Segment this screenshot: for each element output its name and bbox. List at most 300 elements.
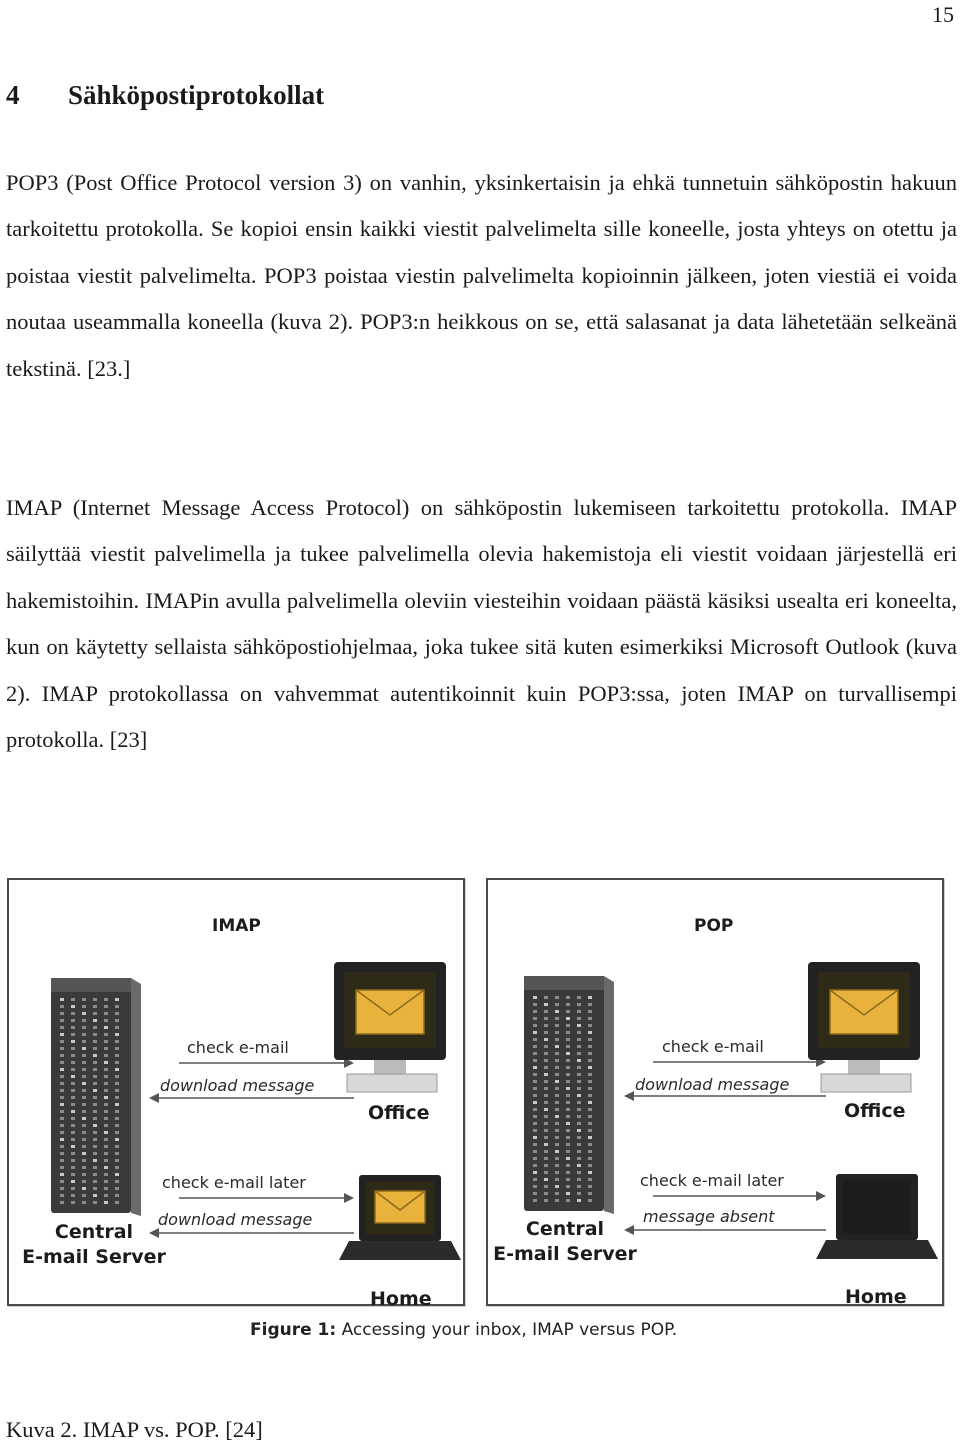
server-light	[82, 1180, 86, 1183]
arrow-download-home	[149, 1228, 354, 1238]
server-light	[577, 1059, 581, 1062]
server-light	[71, 1166, 75, 1169]
server-light	[555, 1157, 559, 1160]
server-light	[115, 1201, 119, 1204]
server-light	[566, 1136, 570, 1139]
server-light	[71, 1061, 75, 1064]
server-light	[60, 1019, 64, 1022]
server-light	[577, 1157, 581, 1160]
server-light	[544, 1066, 548, 1069]
imap-office-name: Office	[368, 1102, 430, 1124]
server-light	[544, 1150, 548, 1153]
server-light	[60, 1026, 64, 1029]
server-light	[588, 1178, 592, 1181]
server-light	[71, 1054, 75, 1057]
imap-home-label-1: check e-mail later	[162, 1173, 306, 1192]
imap-office-label-1: check e-mail	[187, 1038, 289, 1057]
server-light	[533, 1101, 537, 1104]
server-light	[533, 1087, 537, 1090]
server-light	[588, 1199, 592, 1202]
server-light	[588, 1108, 592, 1111]
server-light	[533, 1150, 537, 1153]
server-light	[82, 1138, 86, 1141]
imap-server-label-2: E-mail Server	[22, 1246, 166, 1268]
server-light	[588, 1010, 592, 1013]
server-light	[577, 1171, 581, 1174]
server-light	[82, 1005, 86, 1008]
server-icon	[524, 976, 614, 1214]
imap-server-label-1: Central	[54, 1221, 134, 1243]
server-light	[566, 1024, 570, 1027]
server-light	[82, 1068, 86, 1071]
server-light	[566, 1171, 570, 1174]
server-light	[93, 1110, 97, 1113]
server-light	[115, 1082, 119, 1085]
server-light	[588, 1185, 592, 1188]
server-light	[104, 1103, 108, 1106]
server-light	[544, 1199, 548, 1202]
server-light	[544, 1073, 548, 1076]
server-light	[60, 1138, 64, 1141]
server-light	[104, 1145, 108, 1148]
server-light	[555, 1101, 559, 1104]
arrow-check-email-office	[179, 1058, 354, 1068]
server-light	[93, 1054, 97, 1057]
figure-caption	[250, 1320, 677, 1340]
server-light	[533, 1066, 537, 1069]
server-light	[93, 1173, 97, 1176]
server-light	[566, 1108, 570, 1111]
imap-panel	[7, 878, 465, 1310]
server-light	[555, 1031, 559, 1034]
server-light	[566, 1143, 570, 1146]
server-light	[104, 1068, 108, 1071]
server-light	[71, 1152, 75, 1155]
server-light	[60, 1145, 64, 1148]
server-light	[544, 1003, 548, 1006]
server-light	[533, 1164, 537, 1167]
server-light	[577, 1199, 581, 1202]
server-light	[577, 1143, 581, 1146]
server-light	[71, 1033, 75, 1036]
server-light	[555, 1108, 559, 1111]
section-number: 4	[6, 80, 20, 110]
server-light	[104, 1082, 108, 1085]
server-light	[555, 1178, 559, 1181]
server-light	[577, 1010, 581, 1013]
section-title: Sähköpostiprotokollat	[68, 80, 325, 110]
server-light	[566, 1017, 570, 1020]
server-light	[533, 1108, 537, 1111]
server-light	[533, 996, 537, 999]
server-light	[533, 1073, 537, 1076]
server-light	[93, 1145, 97, 1148]
server-light	[104, 1040, 108, 1043]
server-light	[577, 1094, 581, 1097]
server-light	[533, 1178, 537, 1181]
server-light	[104, 1152, 108, 1155]
server-light	[104, 1194, 108, 1197]
server-light	[60, 1040, 64, 1043]
server-light	[71, 1110, 75, 1113]
section-heading	[6, 78, 324, 112]
server-light	[566, 1192, 570, 1195]
server-light	[115, 1159, 119, 1162]
kuva-caption: Kuva 2. IMAP vs. POP. [24]	[6, 1417, 263, 1442]
server-light	[93, 1012, 97, 1015]
server-light	[555, 996, 559, 999]
server-light	[577, 1003, 581, 1006]
server-light	[566, 1045, 570, 1048]
server-light	[82, 1166, 86, 1169]
server-light	[588, 1017, 592, 1020]
server-light	[93, 1019, 97, 1022]
server-light	[104, 1026, 108, 1029]
server-light	[60, 1110, 64, 1113]
server-light	[577, 1185, 581, 1188]
server-light	[544, 1080, 548, 1083]
server-light	[104, 1005, 108, 1008]
server-light	[588, 1003, 592, 1006]
server-light	[555, 1122, 559, 1125]
server-light	[93, 1131, 97, 1134]
server-light	[115, 1166, 119, 1169]
server-light	[82, 1103, 86, 1106]
server-light	[566, 1157, 570, 1160]
server-light	[577, 1115, 581, 1118]
server-light	[566, 1150, 570, 1153]
server-light	[577, 1031, 581, 1034]
server-light	[82, 1061, 86, 1064]
server-light	[82, 1124, 86, 1127]
imap-home-name: Home	[370, 1288, 432, 1310]
server-light	[555, 1038, 559, 1041]
server-light	[555, 1164, 559, 1167]
server-light	[60, 1173, 64, 1176]
server-light	[544, 1094, 548, 1097]
server-light	[544, 1010, 548, 1013]
server-light	[60, 1033, 64, 1036]
server-light	[71, 1194, 75, 1197]
server-light	[82, 1201, 86, 1204]
server-light	[555, 1052, 559, 1055]
server-light	[566, 1010, 570, 1013]
server-light	[588, 1150, 592, 1153]
server-light	[104, 1054, 108, 1057]
server-light	[544, 1129, 548, 1132]
server-light	[60, 1180, 64, 1183]
server-light	[544, 1017, 548, 1020]
figure-caption-label: Figure 1:	[250, 1320, 337, 1340]
server-light	[577, 1080, 581, 1083]
server-light	[115, 1054, 119, 1057]
server-light	[588, 1192, 592, 1195]
server-light	[555, 1143, 559, 1146]
server-light	[60, 1075, 64, 1078]
server-light	[60, 1124, 64, 1127]
server-light	[60, 1103, 64, 1106]
server-light	[544, 1178, 548, 1181]
server-light	[115, 1068, 119, 1071]
pop-home-label-2: message absent	[643, 1207, 775, 1226]
server-light	[93, 1103, 97, 1106]
server-light	[544, 1192, 548, 1195]
server-light	[588, 1024, 592, 1027]
server-light	[104, 1166, 108, 1169]
server-light	[566, 1080, 570, 1083]
server-light	[104, 1117, 108, 1120]
server-light	[71, 1131, 75, 1134]
server-light	[533, 1122, 537, 1125]
server-light	[71, 1187, 75, 1190]
server-light	[588, 1031, 592, 1034]
server-light	[566, 1003, 570, 1006]
server-light	[533, 1038, 537, 1041]
server-light	[533, 1129, 537, 1132]
office-computer-icon	[808, 962, 920, 1092]
server-light	[115, 1180, 119, 1183]
server-light	[533, 1171, 537, 1174]
server-light	[566, 1059, 570, 1062]
server-light	[533, 1136, 537, 1139]
server-light	[82, 1075, 86, 1078]
server-light	[71, 1145, 75, 1148]
server-light	[115, 1145, 119, 1148]
server-light	[555, 1129, 559, 1132]
imap-title: IMAP	[212, 916, 261, 936]
home-laptop-icon	[339, 1175, 461, 1260]
pop-server-label-1: Central	[525, 1218, 605, 1240]
server-light	[533, 1010, 537, 1013]
server-light	[566, 1185, 570, 1188]
server-light	[555, 1024, 559, 1027]
server-light	[93, 1096, 97, 1099]
server-light	[60, 1117, 64, 1120]
server-light	[555, 1087, 559, 1090]
server-light	[60, 1131, 64, 1134]
server-light	[93, 1152, 97, 1155]
server-light	[104, 998, 108, 1001]
server-light	[566, 1087, 570, 1090]
arrow-check-email-office	[653, 1057, 826, 1067]
server-light	[104, 1047, 108, 1050]
server-light	[533, 1115, 537, 1118]
imap-home-label-2: download message	[158, 1210, 313, 1229]
server-light	[115, 1061, 119, 1064]
server-light	[93, 1124, 97, 1127]
server-light	[82, 1040, 86, 1043]
server-light	[588, 1052, 592, 1055]
server-light	[544, 1143, 548, 1146]
server-light	[115, 1047, 119, 1050]
server-light	[533, 1185, 537, 1188]
arrow-message-absent	[624, 1225, 826, 1235]
server-light	[555, 1192, 559, 1195]
server-light	[82, 1152, 86, 1155]
server-light	[82, 998, 86, 1001]
server-light	[60, 1096, 64, 1099]
server-light	[566, 1038, 570, 1041]
server-light	[60, 1012, 64, 1015]
server-light	[533, 1157, 537, 1160]
server-light	[104, 1061, 108, 1064]
server-light	[555, 1017, 559, 1020]
server-light	[60, 1194, 64, 1197]
server-light	[533, 1031, 537, 1034]
arrow-check-email-home	[653, 1191, 826, 1201]
server-light	[588, 1087, 592, 1090]
paragraph-pop3: POP3 (Post Office Protocol version 3) on vanhin, yksinkertaisin ja ehkä tunnetuin sähköpostin hakuun tarkoitettu protokolla. Se kopioi ensin kaikki viestit palvelimelta sille koneelle, josta yhteys on otettu ja poistaa viestit palvelimelta. POP3 poistaa viestin palvelimelta kopioinnin jälkeen, joten viestiä ei voida noutaa useammalla koneella (kuva 2). POP3:n heikkous on se, että salasanat ja data lähetetään selkeänä tekstinä. [23.]	[6, 170, 957, 381]
server-light	[93, 1166, 97, 1169]
server-light	[93, 1201, 97, 1204]
server-light	[544, 1087, 548, 1090]
server-light	[82, 1082, 86, 1085]
server-light	[93, 1033, 97, 1036]
server-light	[71, 1026, 75, 1029]
server-light	[60, 1201, 64, 1204]
server-light	[71, 1201, 75, 1204]
pop-server-label	[490, 1217, 640, 1267]
server-light	[60, 1159, 64, 1162]
office-computer-icon	[334, 962, 446, 1092]
server-light	[544, 1171, 548, 1174]
server-light	[544, 996, 548, 999]
server-light	[533, 1024, 537, 1027]
server-light	[588, 1101, 592, 1104]
server-light	[104, 1201, 108, 1204]
server-light	[577, 1164, 581, 1167]
server-light	[115, 1131, 119, 1134]
server-light	[104, 1089, 108, 1092]
server-light	[533, 1059, 537, 1062]
server-light	[566, 1094, 570, 1097]
server-light	[60, 1068, 64, 1071]
pop-office-name: Office	[844, 1100, 906, 1122]
server-light	[93, 1187, 97, 1190]
imap-server-label	[19, 1220, 169, 1270]
server-light	[544, 1185, 548, 1188]
server-light	[71, 1138, 75, 1141]
server-light	[93, 1138, 97, 1141]
server-light	[588, 1115, 592, 1118]
server-light	[71, 998, 75, 1001]
server-light	[577, 1045, 581, 1048]
server-light	[544, 1024, 548, 1027]
server-light	[555, 1115, 559, 1118]
server-light	[71, 1117, 75, 1120]
server-light	[104, 1173, 108, 1176]
server-light	[588, 1122, 592, 1125]
server-light	[115, 1075, 119, 1078]
server-light	[82, 1026, 86, 1029]
server-light	[115, 1019, 119, 1022]
server-light	[555, 1150, 559, 1153]
server-light	[566, 1052, 570, 1055]
server-light	[577, 1136, 581, 1139]
server-light	[555, 1066, 559, 1069]
server-light	[588, 1045, 592, 1048]
server-light	[555, 1003, 559, 1006]
server-light	[555, 1199, 559, 1202]
server-light	[577, 1017, 581, 1020]
server-light	[60, 1082, 64, 1085]
pop-server-label-2: E-mail Server	[493, 1243, 637, 1265]
server-light	[60, 1047, 64, 1050]
server-light	[60, 1152, 64, 1155]
server-light	[71, 1173, 75, 1176]
server-light	[544, 1038, 548, 1041]
server-light	[588, 1080, 592, 1083]
pop-home-label-1: check e-mail later	[640, 1171, 784, 1190]
server-light	[104, 1110, 108, 1113]
server-light	[544, 1136, 548, 1139]
server-light	[93, 1082, 97, 1085]
server-light	[555, 1171, 559, 1174]
server-light	[566, 1164, 570, 1167]
page-number: 15	[932, 2, 954, 27]
server-light	[555, 1080, 559, 1083]
server-light	[82, 1110, 86, 1113]
server-light	[566, 1031, 570, 1034]
server-light	[115, 1040, 119, 1043]
pop-panel	[486, 878, 944, 1306]
server-light	[588, 1171, 592, 1174]
server-light	[588, 1038, 592, 1041]
server-light	[93, 1026, 97, 1029]
server-light	[566, 996, 570, 999]
server-light	[588, 1129, 592, 1132]
server-light	[93, 1159, 97, 1162]
server-light	[544, 1108, 548, 1111]
server-light	[566, 1066, 570, 1069]
server-light	[115, 1124, 119, 1127]
server-light	[533, 1003, 537, 1006]
server-light	[115, 1103, 119, 1106]
server-light	[544, 1115, 548, 1118]
server-light	[71, 1068, 75, 1071]
server-icon	[51, 978, 141, 1216]
server-light	[588, 1066, 592, 1069]
server-light	[71, 1124, 75, 1127]
server-light	[93, 1068, 97, 1071]
server-light	[71, 1040, 75, 1043]
server-light	[566, 1115, 570, 1118]
server-light	[533, 1199, 537, 1202]
server-light	[544, 1052, 548, 1055]
server-light	[115, 1173, 119, 1176]
server-light	[555, 1094, 559, 1097]
server-light	[544, 1045, 548, 1048]
server-light	[533, 1052, 537, 1055]
server-light	[533, 1045, 537, 1048]
server-light	[82, 1047, 86, 1050]
server-light	[566, 1129, 570, 1132]
server-light	[104, 1012, 108, 1015]
pop-home-name: Home	[845, 1286, 907, 1308]
server-light	[115, 1089, 119, 1092]
server-light	[104, 1096, 108, 1099]
server-light	[555, 1185, 559, 1188]
server-light	[71, 1082, 75, 1085]
server-light	[115, 1026, 119, 1029]
home-laptop-icon	[816, 1174, 938, 1259]
server-light	[104, 1180, 108, 1183]
server-light	[93, 1180, 97, 1183]
server-light	[82, 1089, 86, 1092]
server-light	[544, 1059, 548, 1062]
server-light	[82, 1173, 86, 1176]
server-light	[544, 1122, 548, 1125]
